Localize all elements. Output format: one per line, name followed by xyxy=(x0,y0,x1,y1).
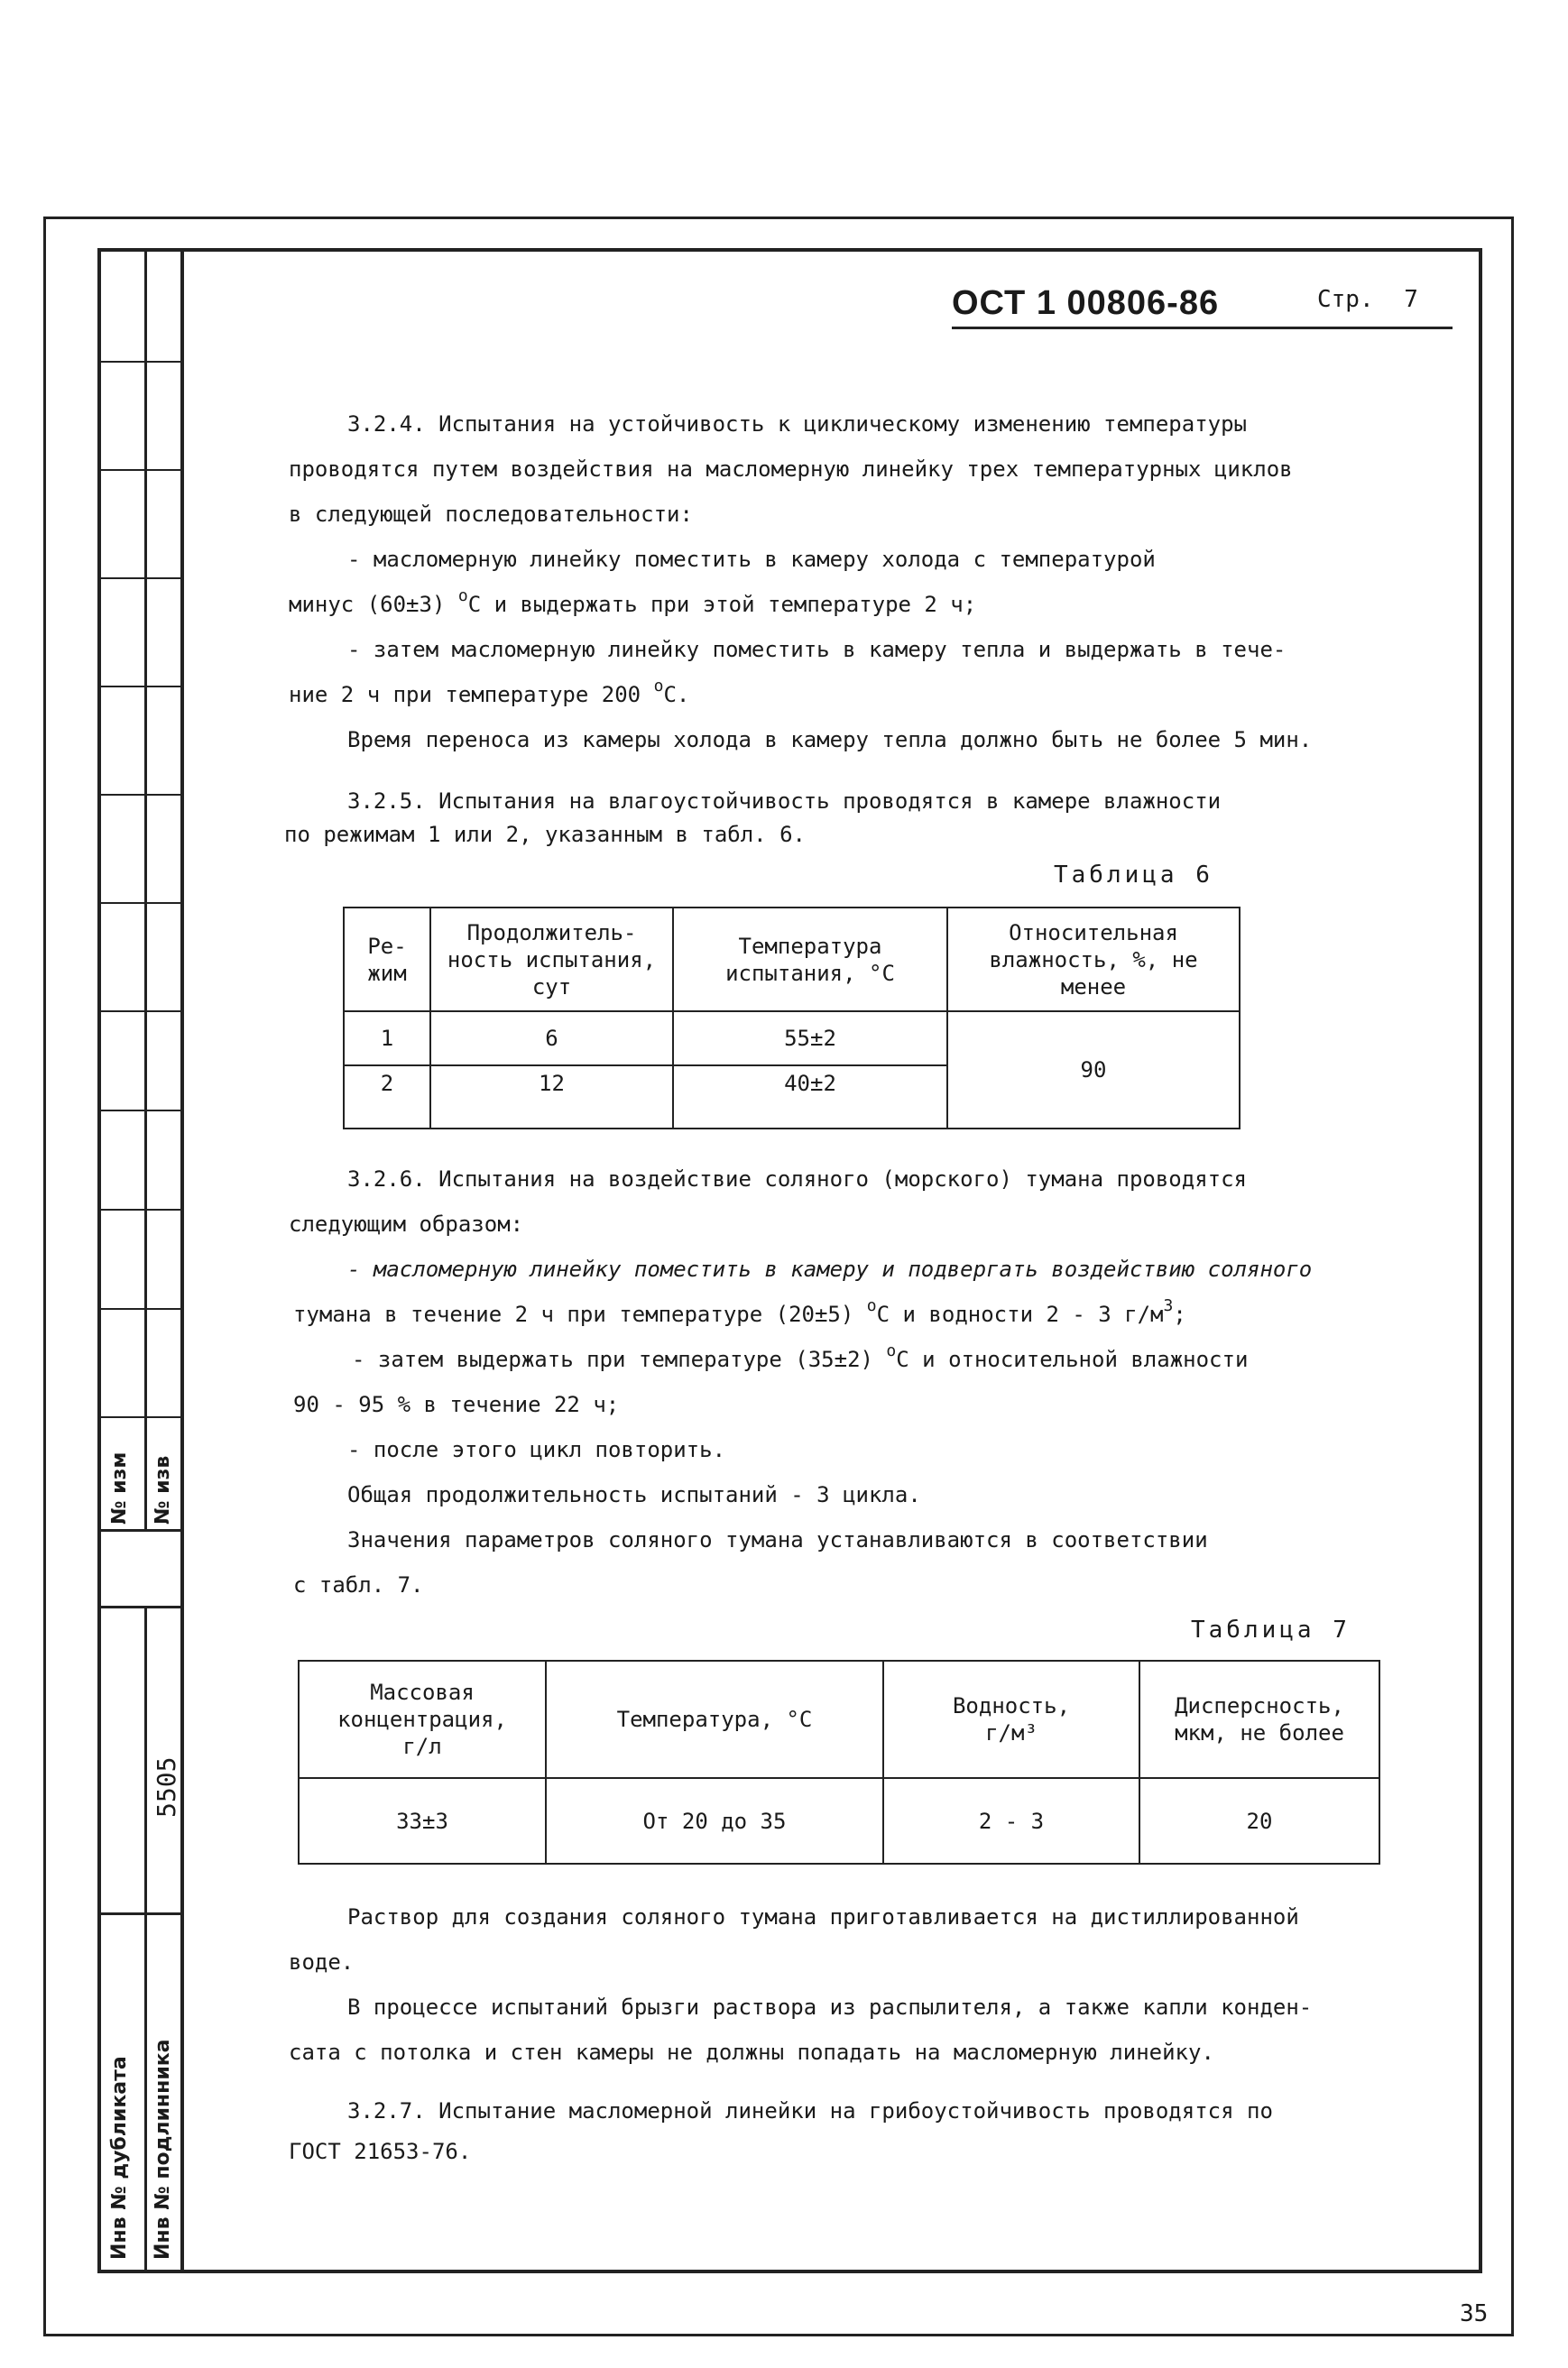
strip-inv-no: 5505 xyxy=(152,1756,181,1818)
table-row xyxy=(344,1011,1240,1065)
s326-l5a: - затем выдержать при температуре (35±2) xyxy=(352,1347,873,1372)
t6-header-humidity: Относительная влажность, %, не менее xyxy=(947,908,1240,1011)
s324-line3: в следующей последовательности: xyxy=(289,502,693,527)
strip-row-line xyxy=(97,1912,183,1915)
t7-header-concentration: Массовая концентрация, г/л xyxy=(299,1661,546,1778)
strip-row-line xyxy=(97,1529,183,1532)
s325-line1: 3.2.5. Испытания на влагоустойчивость проводятся в камере влажности xyxy=(347,788,1222,814)
strip-divider-lower xyxy=(144,1606,147,2273)
header-underline xyxy=(952,327,1453,329)
s326-l4b: С и водности 2 - 3 г/м xyxy=(876,1302,1164,1327)
s324-line1: 3.2.4. Испытания на устойчивость к циклическому изменению температуры xyxy=(347,411,1247,437)
after7-line1: Раствор для создания соляного тумана приготавливается на дистиллированной xyxy=(347,1904,1299,1930)
t7-header-dispersion: Дисперсность, мкм, не более xyxy=(1139,1661,1379,1778)
degree-sign: o xyxy=(866,1296,877,1315)
t6-cell: 1 xyxy=(344,1011,430,1065)
s327-line1: 3.2.7. Испытание масломерной линейки на грибоустойчивость проводятся по xyxy=(347,2098,1273,2124)
after7-line2: воде. xyxy=(289,1949,355,1975)
s324-line8: Время переноса из камеры холода в камеру тепла должно быть не более 5 мин. xyxy=(347,727,1313,752)
footer-page-number: 35 xyxy=(1460,2300,1489,2327)
page-label: Стр. xyxy=(1317,286,1374,313)
s326-l4a: тумана в течение 2 ч при температуре (20±5) xyxy=(293,1302,854,1327)
strip-row-line xyxy=(97,577,183,579)
t6-cell: 12 xyxy=(430,1065,673,1129)
strip-inv-dubl: Инв № дубликата xyxy=(108,2056,131,2260)
s324-line7 xyxy=(289,677,690,711)
s326-line9: Значения параметров соляного тумана устанавливаются в соответствии xyxy=(347,1527,1208,1553)
t6-cell: 6 xyxy=(430,1011,673,1065)
strip-divider-upper xyxy=(144,248,147,1529)
t7-cell: От 20 до 35 xyxy=(546,1778,883,1864)
s326-line3: - масломерную линейку поместить в камеру и подвергать воздействию соляного xyxy=(347,1257,1313,1282)
strip-row-line xyxy=(97,794,183,796)
page-no: 7 xyxy=(1404,286,1418,313)
s324-l5b: С и выдержать при этой температуре 2 ч; xyxy=(467,592,977,617)
t6-cell: 40±2 xyxy=(673,1065,947,1129)
strip-no-izm: № изм xyxy=(108,1451,131,1525)
strip-row-line xyxy=(97,1110,183,1111)
table6-caption: Таблица 6 xyxy=(1054,862,1213,889)
table7 xyxy=(298,1660,1380,1865)
s324-l7a: ние 2 ч при температуре 200 xyxy=(289,682,641,707)
strip-row-line xyxy=(97,686,183,687)
s326-line4 xyxy=(293,1296,1186,1331)
table6 xyxy=(343,907,1241,1129)
strip-row-line xyxy=(97,469,183,471)
table7-caption: Таблица 7 xyxy=(1191,1617,1351,1644)
t6-header-duration: Продолжитель- ность испытания, сут xyxy=(430,908,673,1011)
strip-row-line xyxy=(97,361,183,363)
s327-line2: ГОСТ 21653-76. xyxy=(289,2139,472,2164)
strip-inv-podl: Инв № подлинника xyxy=(152,2039,174,2260)
strip-no-izv: № изв xyxy=(152,1455,174,1525)
strip-row-line xyxy=(97,1416,183,1418)
degree-sign: o xyxy=(457,586,468,605)
s325-line2: по режимам 1 или 2, указанным в табл. 6. xyxy=(284,822,806,847)
strip-row-line xyxy=(97,1209,183,1211)
t7-cell: 2 - 3 xyxy=(883,1778,1139,1864)
strip-row-line xyxy=(97,1010,183,1012)
t6-header-temperature: Температура испытания, °С xyxy=(673,908,947,1011)
after7-line4: сата с потолка и стен камеры не должны попадать на масломерную линейку. xyxy=(289,2040,1214,2065)
strip-border xyxy=(180,248,184,2273)
t7-cell: 20 xyxy=(1139,1778,1379,1864)
strip-row-line xyxy=(97,1308,183,1310)
degree-sign: o xyxy=(653,677,664,696)
s326-line7: - после этого цикл повторить. xyxy=(347,1437,726,1462)
s324-line6: - затем масломерную линейку поместить в камеру тепла и выдержать в тече- xyxy=(347,637,1287,662)
doc-code: ОСТ 1 00806-86 xyxy=(952,284,1220,322)
s324-line5 xyxy=(289,586,977,621)
s324-line2: проводятся путем воздействия на масломерную линейку трех температурных циклов xyxy=(289,456,1293,482)
t6-header-mode: Ре- жим xyxy=(344,908,430,1011)
t7-cell: 33±3 xyxy=(299,1778,546,1864)
degree-sign: o xyxy=(886,1341,897,1360)
s326-line6: 90 - 95 % в течение 22 ч; xyxy=(293,1392,620,1417)
table-row xyxy=(299,1778,1379,1864)
s324-line4: - масломерную линейку поместить в камеру холода с температурой xyxy=(347,547,1156,572)
t7-header-temperature: Температура, °С xyxy=(546,1661,883,1778)
strip-row-line xyxy=(97,902,183,904)
s326-line1: 3.2.6. Испытания на воздействие соляного (морского) тумана проводятся xyxy=(347,1166,1247,1192)
s324-l5a: минус (60±3) xyxy=(289,592,446,617)
t6-cell: 55±2 xyxy=(673,1011,947,1065)
s324-l7b: С. xyxy=(663,682,690,707)
after7-line3: В процессе испытаний брызги раствора из распылителя, а также капли конден- xyxy=(347,1995,1313,2020)
t6-humidity-value: 90 xyxy=(947,1011,1240,1129)
t6-cell: 2 xyxy=(344,1065,430,1129)
superscript-3: 3 xyxy=(1163,1296,1174,1315)
s326-line10: с табл. 7. xyxy=(293,1572,424,1598)
strip-divider-h xyxy=(97,1606,183,1608)
s326-line5 xyxy=(352,1341,1249,1376)
s326-l5b: С и относительной влажности xyxy=(896,1347,1249,1372)
s326-line8: Общая продолжительность испытаний - 3 цикла. xyxy=(347,1482,921,1507)
s326-line2: следующим образом: xyxy=(289,1212,524,1237)
page-number-header xyxy=(1317,286,1418,313)
t7-header-water-content: Водность, г/м³ xyxy=(883,1661,1139,1778)
s326-l4c: ; xyxy=(1173,1302,1186,1327)
